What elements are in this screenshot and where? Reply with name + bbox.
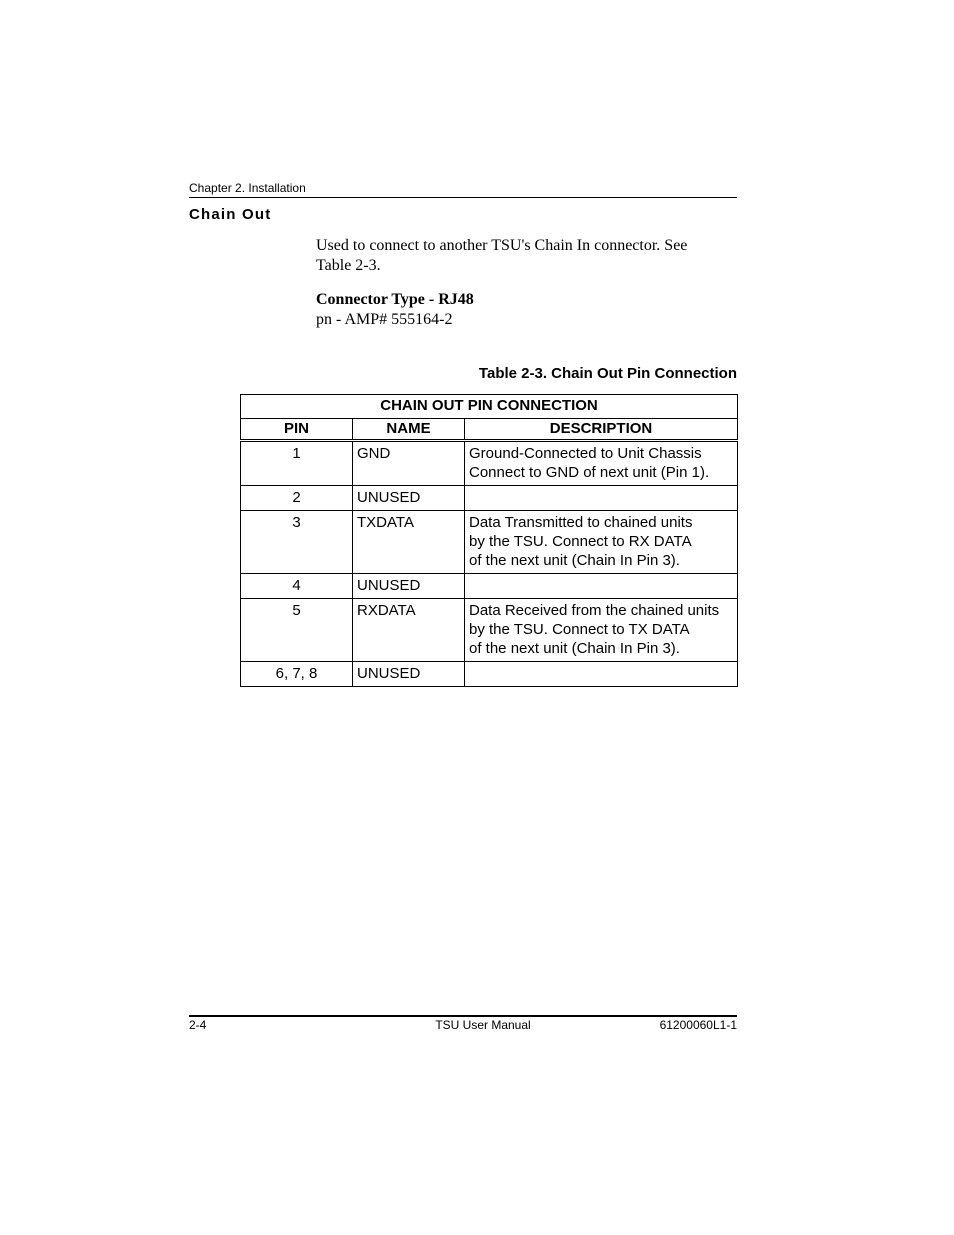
section-heading: Chain Out <box>189 206 272 223</box>
page-number: 2-4 <box>189 1018 207 1032</box>
description-line: by the TSU. Connect to TX DATA <box>469 621 690 638</box>
name-cell: UNUSED <box>353 486 465 511</box>
table-row <box>241 486 738 511</box>
table-row <box>241 511 738 574</box>
table-row <box>241 599 738 662</box>
description-line: of the next unit (Chain In Pin 3). <box>469 640 680 657</box>
description-line: Ground-Connected to Unit Chassis <box>469 445 702 462</box>
description-cell <box>465 599 738 662</box>
part-number: pn - AMP# 555164-2 <box>316 310 453 328</box>
pin-cell: 2 <box>241 486 353 511</box>
column-header-pin: PIN <box>241 419 353 441</box>
document-number: 61200060L1-1 <box>659 1018 737 1032</box>
manual-title: TSU User Manual <box>435 1018 531 1032</box>
description-line: of the next unit (Chain In Pin 3). <box>469 552 680 569</box>
description-cell <box>465 486 738 511</box>
table-row <box>241 574 738 599</box>
description-cell <box>465 441 738 486</box>
pin-cell: 1 <box>241 441 353 486</box>
description-line: Connect to GND of next unit (Pin 1). <box>469 464 710 481</box>
pin-cell: 4 <box>241 574 353 599</box>
name-cell: GND <box>353 441 465 486</box>
description-line: by the TSU. Connect to RX DATA <box>469 533 692 550</box>
running-head: Chapter 2. Installation <box>189 181 306 195</box>
connector-info <box>316 290 474 329</box>
description-cell <box>465 662 738 687</box>
name-cell: RXDATA <box>353 599 465 662</box>
description-line: Data Received from the chained units <box>469 602 720 619</box>
column-header-description: DESCRIPTION <box>465 419 738 441</box>
body-paragraph: Used to connect to another TSU's Chain In connector. See Table 2-3. <box>316 237 688 274</box>
description-cell <box>465 574 738 599</box>
pin-cell: 6, 7, 8 <box>241 662 353 687</box>
pin-cell: 3 <box>241 511 353 574</box>
header-rule <box>189 197 737 198</box>
table-caption: Table 2-3. Chain Out Pin Connection <box>478 365 737 382</box>
table-title: CHAIN OUT PIN CONNECTION <box>241 395 738 419</box>
name-cell: UNUSED <box>353 574 465 599</box>
name-cell: UNUSED <box>353 662 465 687</box>
column-header-name: NAME <box>353 419 465 441</box>
table-row <box>241 662 738 687</box>
description-cell <box>465 511 738 574</box>
description-line: Data Transmitted to chained units <box>469 514 693 531</box>
connector-type: Connector Type - RJ48 <box>316 291 474 308</box>
footer-rule <box>189 1015 737 1017</box>
pin-connection-table <box>240 394 738 687</box>
name-cell: TXDATA <box>353 511 465 574</box>
table-row <box>241 441 738 486</box>
pin-cell: 5 <box>241 599 353 662</box>
